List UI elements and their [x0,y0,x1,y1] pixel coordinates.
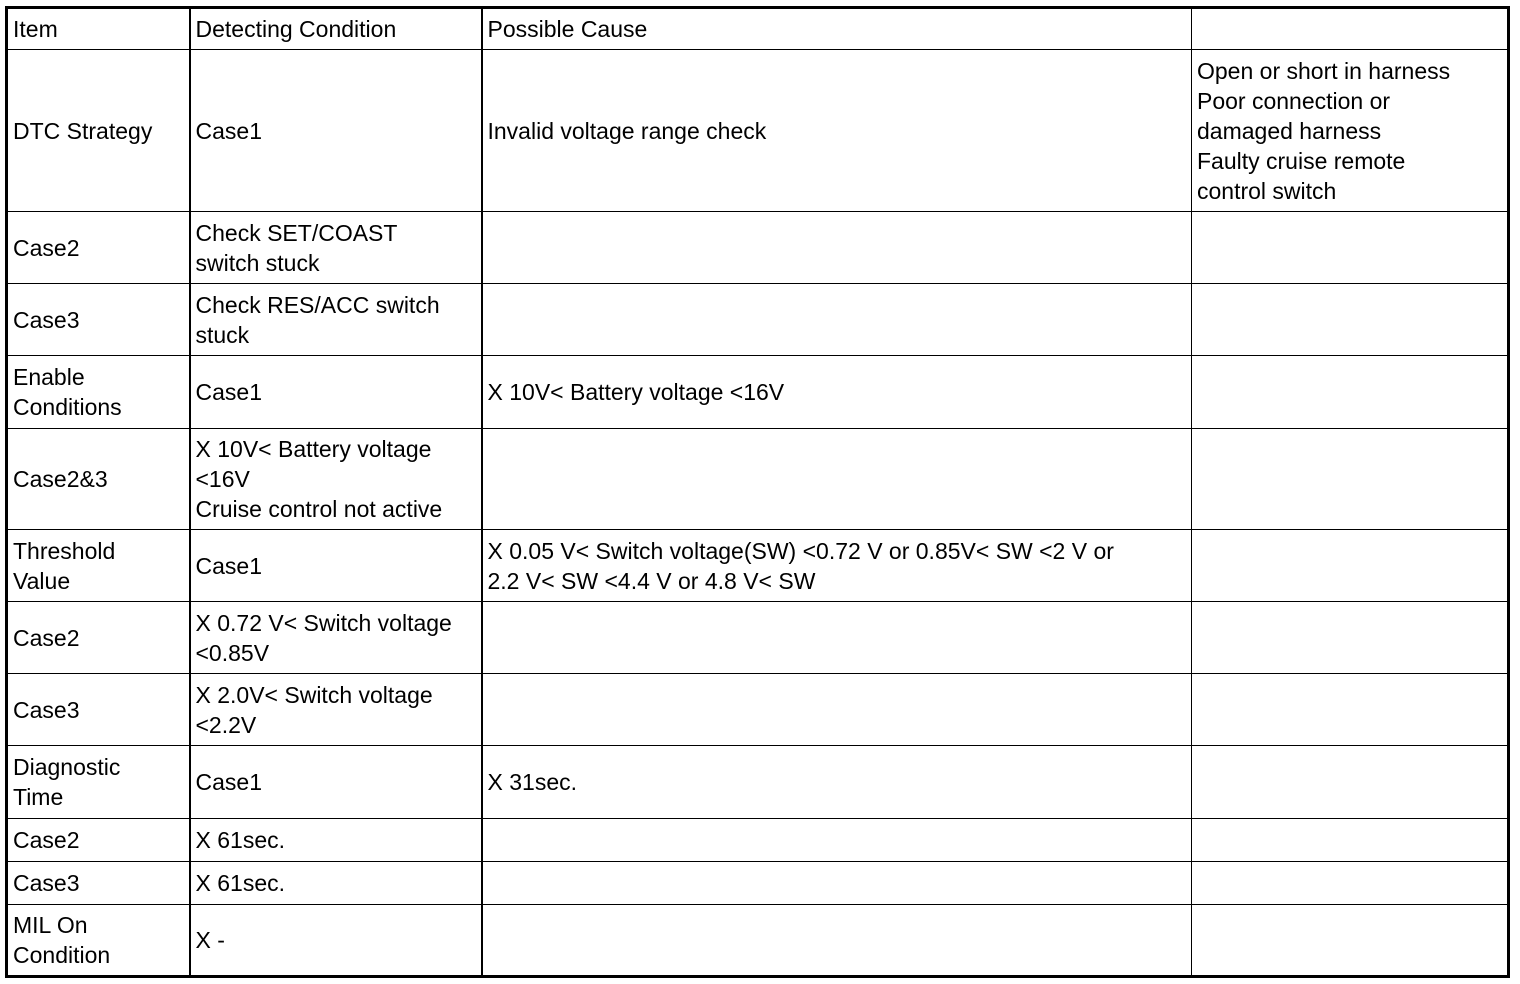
cell-cause [482,284,1192,356]
dtc-table [5,6,1510,978]
cell-cause [482,862,1192,905]
cell-condition: X 2.0V< Switch voltage <2.2V [190,674,482,746]
cell-item: Case2&3 [7,429,190,530]
table-row [7,284,1509,356]
table-row [7,905,1509,977]
cell-condition: Check RES/ACC switch stuck [190,284,482,356]
cell-condition: X 10V< Battery voltage <16V Cruise control not active [190,429,482,530]
table-row [7,429,1509,530]
cell-extra [1192,746,1509,819]
cell-extra: Open or short in harness Poor connection or damaged harness Faulty cruise remote control switch [1192,50,1509,212]
header-extra [1192,8,1509,50]
cell-item: Enable Conditions [7,356,190,429]
table-row [7,746,1509,819]
table-row [7,530,1509,602]
cell-cause [482,819,1192,862]
cell-condition: Case1 [190,356,482,429]
cell-extra [1192,284,1509,356]
cell-item: MIL On Condition [7,905,190,977]
cell-cause: X 0.05 V< Switch voltage(SW) <0.72 V or 0.85V< SW <2 V or 2.2 V< SW <4.4 V or 4.8 V< SW [482,530,1192,602]
cell-extra [1192,530,1509,602]
cell-condition: X 0.72 V< Switch voltage <0.85V [190,602,482,674]
cell-condition: Case1 [190,746,482,819]
cell-cause: X 10V< Battery voltage <16V [482,356,1192,429]
cell-extra [1192,905,1509,977]
cell-extra [1192,862,1509,905]
table-row [7,862,1509,905]
cell-extra [1192,356,1509,429]
cell-item: Threshold Value [7,530,190,602]
cell-extra [1192,602,1509,674]
table-header-row [7,8,1509,50]
cell-item: DTC Strategy [7,50,190,212]
cell-cause [482,905,1192,977]
cell-cause: X 31sec. [482,746,1192,819]
dtc-table-container [5,6,1510,978]
cell-cause [482,429,1192,530]
cell-item: Case3 [7,862,190,905]
cell-item: Case2 [7,602,190,674]
cell-condition: Check SET/COAST switch stuck [190,212,482,284]
cell-cause: Invalid voltage range check [482,50,1192,212]
table-row [7,212,1509,284]
table-row [7,50,1509,212]
cell-item: Diagnostic Time [7,746,190,819]
table-row [7,356,1509,429]
header-item: Item [7,8,190,50]
cell-extra [1192,429,1509,530]
header-possible-cause: Possible Cause [482,8,1192,50]
cell-item: Case2 [7,212,190,284]
cell-condition: Case1 [190,530,482,602]
cell-condition: Case1 [190,50,482,212]
cell-condition: X 61sec. [190,862,482,905]
cell-extra [1192,212,1509,284]
cell-cause [482,212,1192,284]
cell-cause [482,602,1192,674]
table-row [7,602,1509,674]
cell-extra [1192,819,1509,862]
cell-item: Case3 [7,284,190,356]
cell-extra [1192,674,1509,746]
cell-condition: X 61sec. [190,819,482,862]
cell-condition: X - [190,905,482,977]
table-row [7,674,1509,746]
cell-item: Case3 [7,674,190,746]
cell-cause [482,674,1192,746]
table-row [7,819,1509,862]
cell-item: Case2 [7,819,190,862]
header-detecting-condition: Detecting Condition [190,8,482,50]
